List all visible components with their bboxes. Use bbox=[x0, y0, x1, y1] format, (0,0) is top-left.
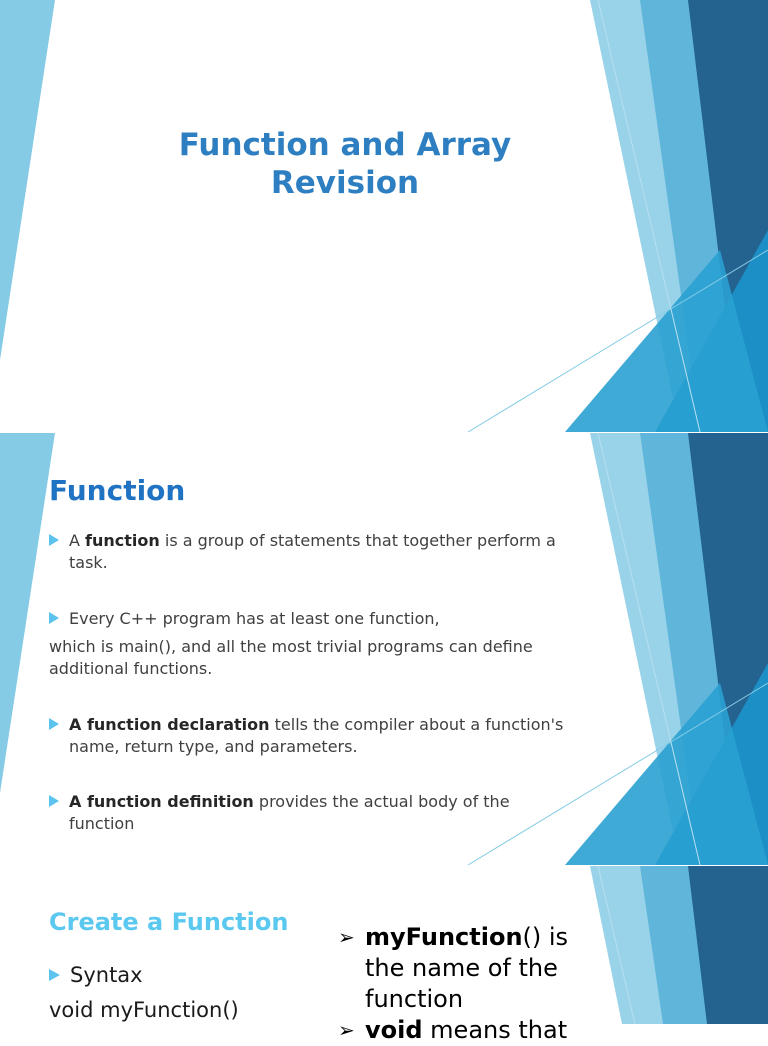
right-item bbox=[338, 922, 588, 1015]
right-item-text bbox=[338, 1015, 588, 1046]
bullet-rest: tells the compiler about a function's name, return type, and parameters. bbox=[69, 715, 564, 756]
item-bold: myFunction bbox=[365, 923, 523, 951]
bullet-text bbox=[49, 714, 569, 758]
arrow-bullet-icon: ➢ bbox=[338, 925, 355, 949]
bullet-text bbox=[49, 530, 569, 574]
left-accent-shape bbox=[0, 0, 55, 360]
bullet-rest: is a group of statements that together perform a task. bbox=[69, 531, 556, 572]
slide-title-text bbox=[130, 126, 560, 202]
bullet-item bbox=[49, 714, 569, 758]
code-line: void myFunction() bbox=[49, 998, 239, 1022]
slide-title bbox=[0, 0, 768, 432]
arrow-bullet-icon: ➢ bbox=[338, 1018, 355, 1042]
left-accent-shape bbox=[0, 433, 55, 793]
item-rest: () is the name of the function bbox=[365, 923, 569, 1013]
bullet-arrow-icon bbox=[49, 795, 59, 807]
bullet-arrow-icon bbox=[49, 718, 59, 730]
bullet-text: Every C++ program has at least one function, bbox=[69, 609, 440, 628]
bullet-bold: A function declaration bbox=[69, 715, 270, 734]
section-heading: Function bbox=[49, 474, 186, 507]
section-heading: Create a Function bbox=[49, 908, 289, 936]
bullet-bold: A function definition bbox=[69, 792, 254, 811]
item-bold: void bbox=[365, 1016, 423, 1044]
title-line-1: Function and Array bbox=[178, 127, 512, 163]
bullet-item bbox=[49, 791, 569, 835]
bullet-bold: function bbox=[85, 531, 160, 550]
syntax-label: Syntax bbox=[70, 963, 143, 987]
bullet-pre: A bbox=[69, 531, 86, 550]
bullet-arrow-icon bbox=[49, 969, 60, 981]
bullet-item bbox=[49, 530, 569, 574]
item-rest: means that bbox=[422, 1016, 568, 1044]
bullet-item bbox=[49, 608, 569, 630]
slide-decoration bbox=[0, 0, 768, 432]
bullet-rest: provides the actual body of the function bbox=[69, 792, 510, 833]
right-item-text bbox=[338, 922, 588, 1015]
bullet-text bbox=[49, 791, 569, 835]
bullet-arrow-icon bbox=[49, 534, 59, 546]
right-column bbox=[338, 922, 588, 1046]
right-item bbox=[338, 1015, 588, 1046]
bullet-arrow-icon bbox=[49, 612, 59, 624]
title-line-2: Revision bbox=[270, 165, 420, 201]
bullet-continuation: which is main(), and all the most trivial programs can define additional functions. bbox=[49, 637, 533, 678]
